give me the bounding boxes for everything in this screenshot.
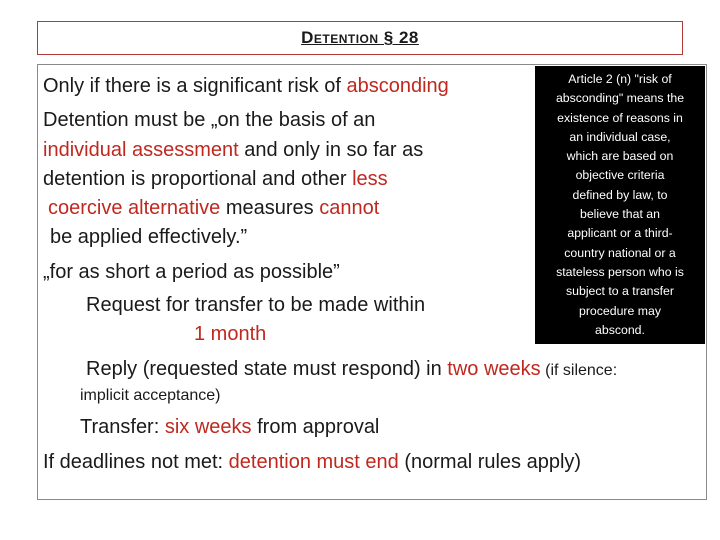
text-line-applied-effectively: be applied effectively.” — [50, 226, 248, 248]
definition-line: objective criteria — [575, 168, 665, 183]
definition-line: applicant or a third- — [567, 226, 673, 241]
definition-line: existence of reasons in — [557, 110, 683, 125]
definition-line: which are based on — [566, 149, 674, 164]
definition-line: believe that an — [580, 207, 660, 222]
text-line-deadlines: If deadlines not met: detention must end (normal rules apply) — [43, 451, 582, 473]
definition-line: defined by law, to — [572, 187, 668, 202]
text-line-proportional: detention is proportional and other less — [43, 168, 388, 190]
text-line-request-transfer: Request for transfer to be made within — [86, 294, 426, 316]
title-box — [37, 21, 683, 55]
definition-line: country national or a — [564, 245, 676, 260]
definition-line: subject to a transfer — [566, 284, 674, 299]
page-title: Detention § 28 — [301, 28, 419, 47]
definition-line: an individual case, — [569, 129, 671, 144]
definition-line: procedure may — [578, 303, 662, 318]
definition-line: absconding" means the — [555, 91, 685, 106]
definition-line: abscond. — [595, 322, 645, 337]
definition-line: stateless person who is — [556, 264, 684, 279]
definition-box — [535, 66, 705, 344]
text-line-detention-basis: Detention must be „on the basis of an — [43, 109, 376, 131]
text-line-absconding-risk: Only if there is a significant risk of absconding — [43, 75, 449, 97]
text-line-implicit-acceptance: implicit acceptance) — [80, 387, 221, 404]
text-line-short-period: „for as short a period as possible” — [43, 261, 340, 283]
text-line-one-month: 1 month — [194, 323, 267, 345]
text-line-individual-assessment: individual assessment and only in so far as — [43, 139, 424, 161]
text-line-reply: Reply (requested state must respond) in two weeks (if silence: — [86, 358, 618, 380]
text-line-transfer: Transfer: six weeks from approval — [80, 416, 380, 438]
text-line-coercive-alternative: coercive alternative measures cannot — [48, 197, 380, 219]
definition-line: Article 2 (n) "risk of — [568, 72, 672, 86]
